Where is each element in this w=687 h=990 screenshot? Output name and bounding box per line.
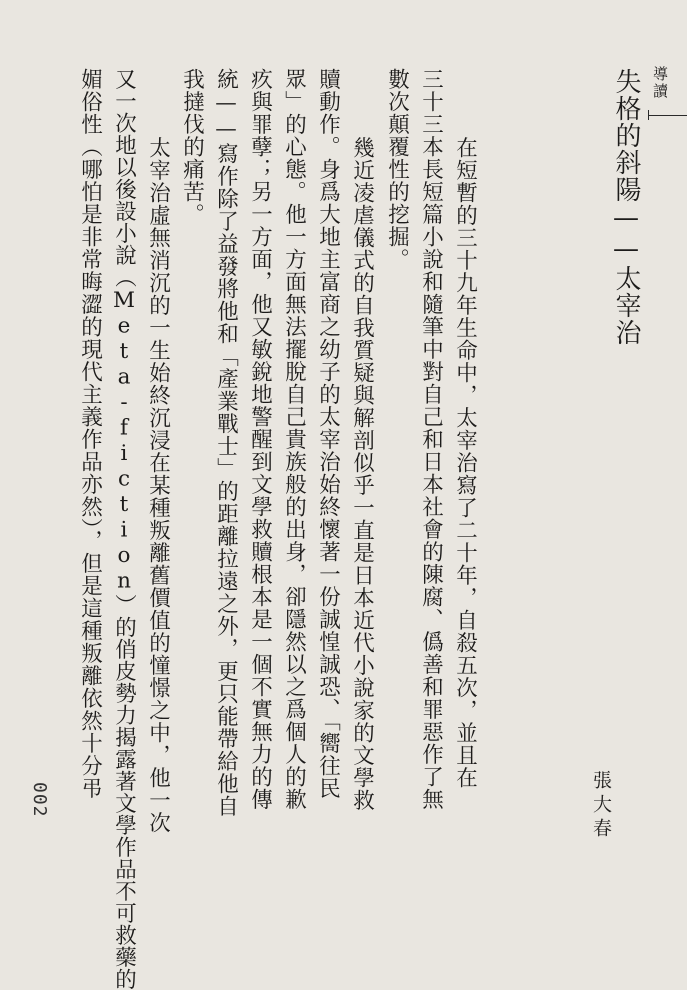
- body-line: 眾」的心態。他一方面無法擺脫自己貴族般的出身，卻隱然以之爲個人的歉: [281, 68, 307, 811]
- page-number: 002: [29, 782, 50, 818]
- author-name: 張大春: [590, 770, 612, 842]
- section-label: 導讀: [651, 66, 669, 100]
- body-line: 贖動作。身爲大地主富商之幼子的太宰治始終懷著一份誠惶誠恐、「嚮往民: [315, 68, 341, 800]
- body-line: 統——寫作除了益發將他和「產業戰士」的距離拉遠之外，更只能帶給他自: [213, 68, 239, 818]
- body-line: 疚與罪孽；另一方面，他又敏銳地警醒到文學救贖根本是一個不實無力的傳: [247, 68, 273, 811]
- header-rule: [648, 115, 687, 116]
- body-line: 又一次地以後設小說（Meta-fiction）的俏皮勢力揭露著文學作品不可救藥的: [111, 68, 137, 990]
- body-line: 三十三本長短篇小說和隨筆中對自己和日本社會的陳腐、僞善和罪惡作了無: [418, 68, 444, 811]
- body-line: 媚俗性（哪怕是非常晦澀的現代主義作品亦然），但是這種叛離依然十分弔: [77, 68, 103, 800]
- body-line: 數次顛覆性的挖掘。: [384, 68, 410, 271]
- body-line: 我撻伐的痛苦。: [179, 68, 205, 226]
- body-line: 太宰治虛無消沉的一生始終沉浸在某種叛離舊價值的憧憬之中，他一次: [145, 114, 171, 834]
- body-line: 幾近凌虐儀式的自我質疑與解剖似乎一直是日本近代小說家的文學救: [349, 114, 375, 812]
- body-line: 在短暫的三十九年生命中，太宰治寫了二十年，自殺五次，並且在: [452, 114, 478, 789]
- chapter-title: 失格的斜陽——太宰治: [611, 68, 641, 346]
